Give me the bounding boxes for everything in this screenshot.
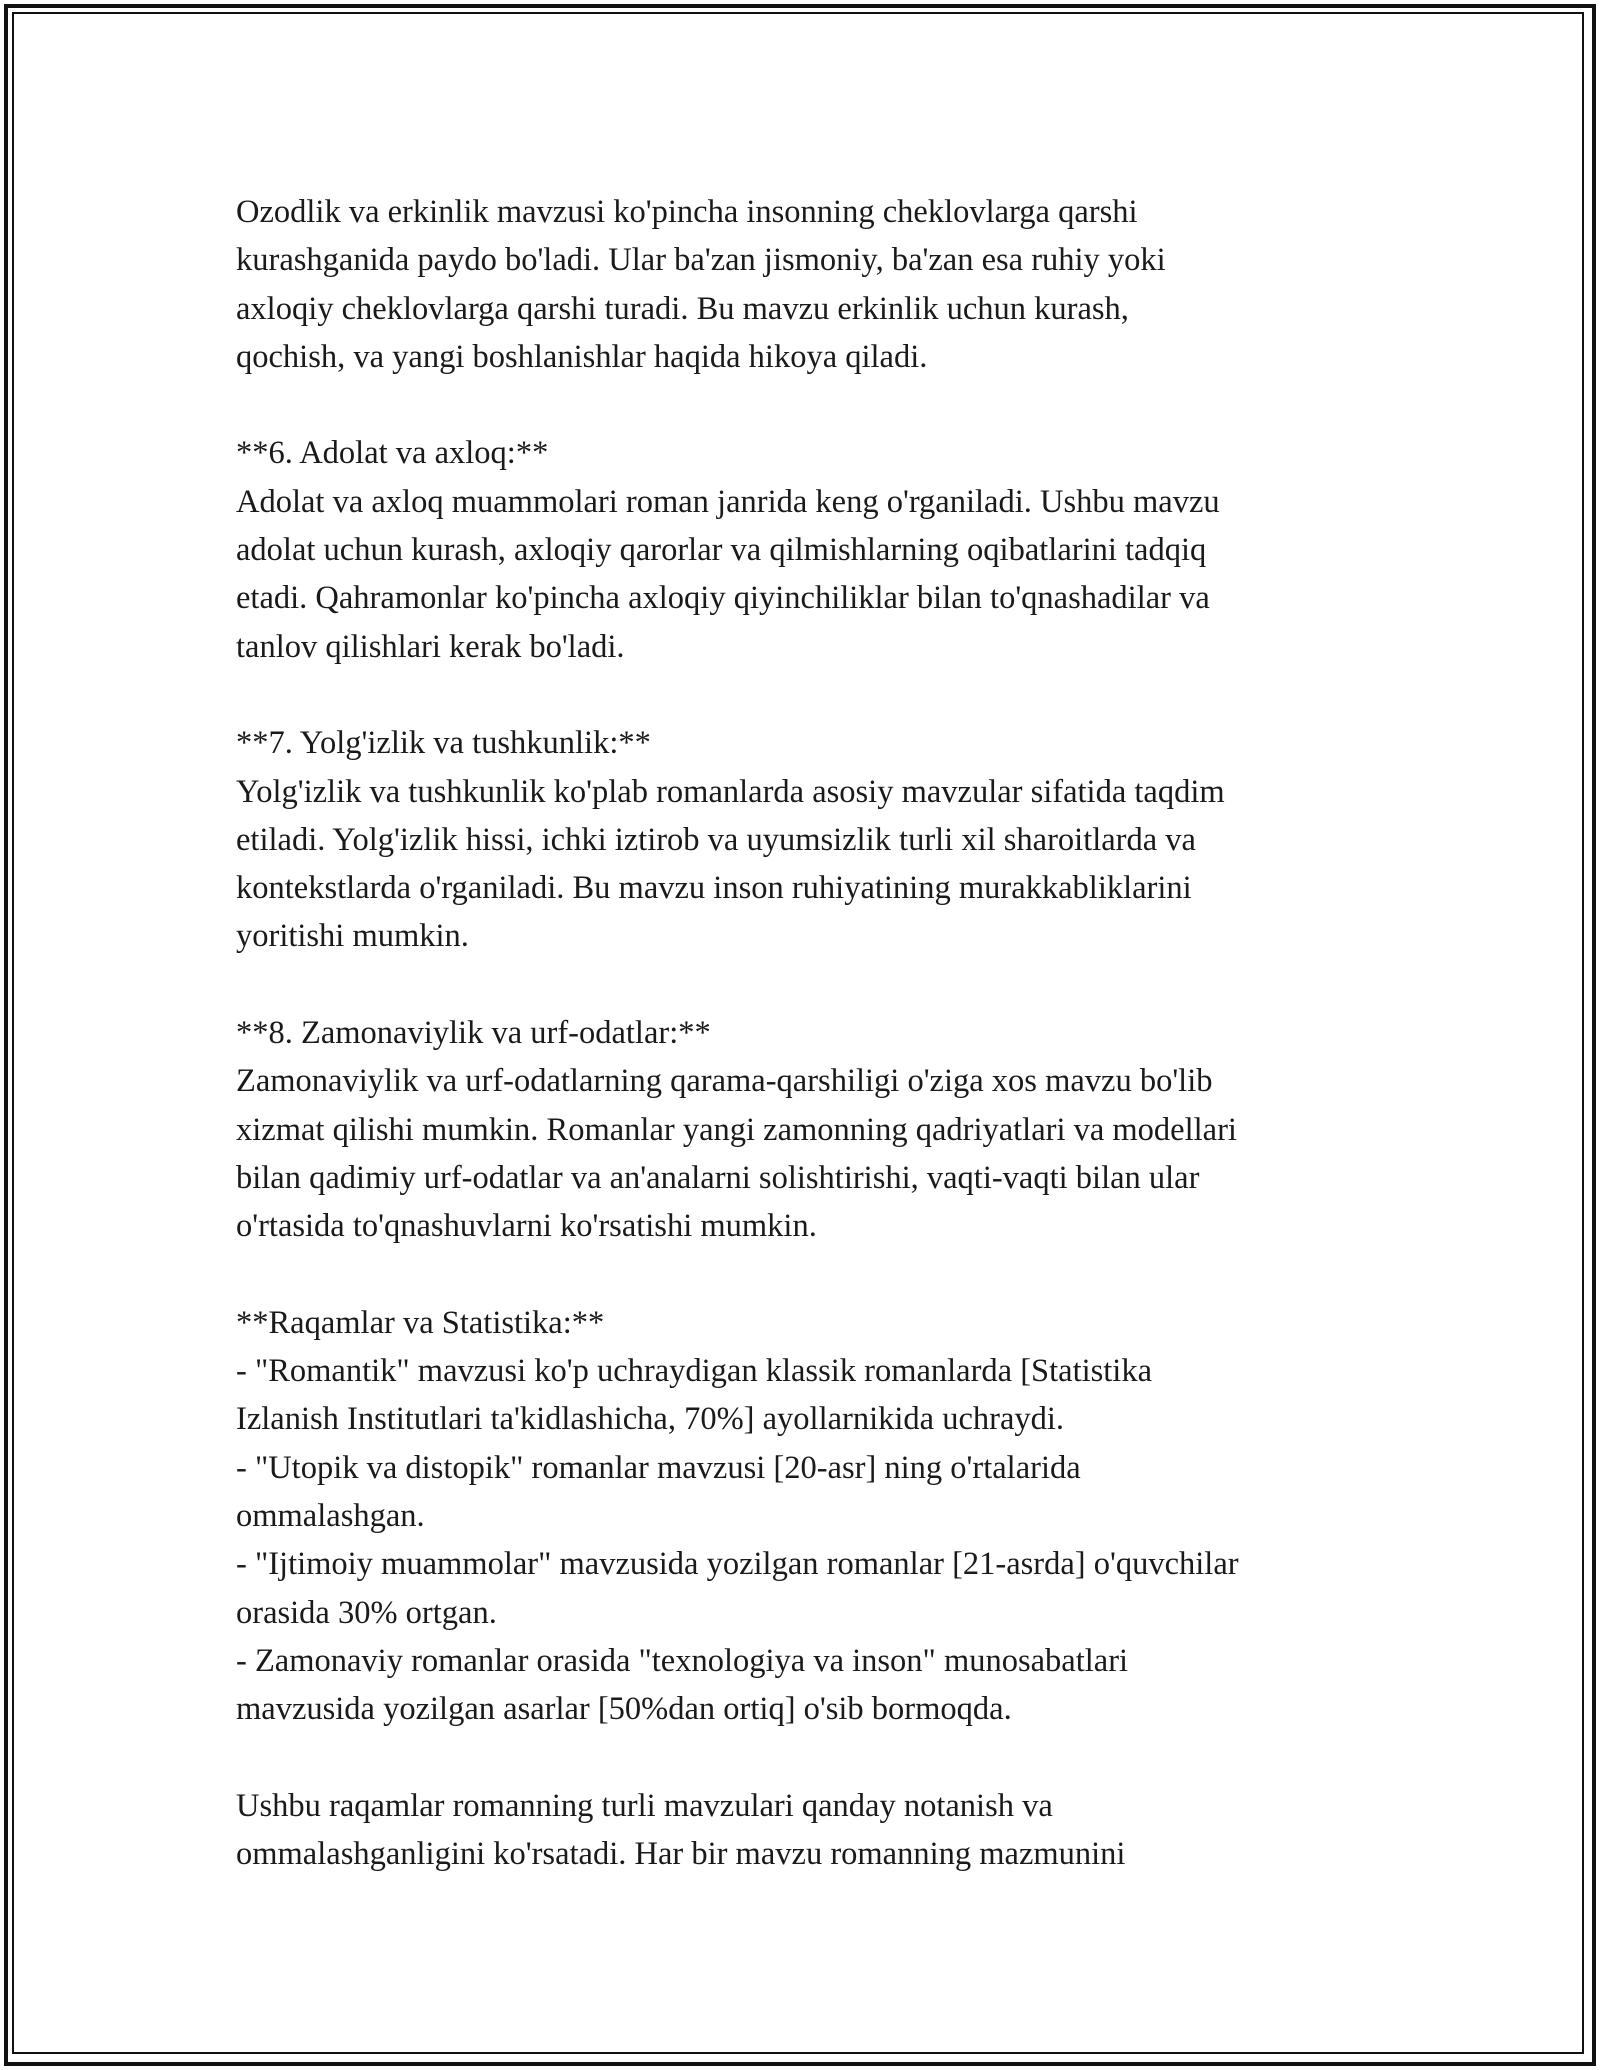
section-heading: **6. Adolat va axloq:** [236, 435, 549, 472]
section-modernity-traditions [236, 1009, 1386, 1250]
text-line: Ozodlik va erkinlik mavzusi ko'pincha insonning cheklovlarga qarshi [236, 194, 1138, 230]
text-line: o'rtasida to'qnashuvlarni ko'rsatishi mumkin. [236, 1208, 817, 1245]
text-line: ommalashganligini ko'rsatadi. Har bir mavzu romanning mazmunini [236, 1836, 1126, 1873]
text-line: qochish, va yangi boshlanishlar haqida hikoya qiladi. [236, 338, 928, 375]
text-line: tanlov qilishlari kerak bo'ladi. [236, 628, 625, 665]
section-loneliness [236, 719, 1386, 960]
paragraph-freedom [236, 188, 1386, 381]
text-line: ommalashgan. [236, 1498, 425, 1535]
text-line: bilan qadimiy urf-odatlar va an'analarni solishtirishi, vaqti-vaqti bilan ular [236, 1159, 1200, 1196]
text-line: kurashganida paydo bo'ladi. Ular ba'zan jismoniy, ba'zan esa ruhiy yoki [236, 242, 1166, 279]
section-heading: **7. Yolg'izlik va tushkunlik:** [236, 725, 651, 762]
text-line: Yolg'izlik va tushkunlik ko'plab romanlarda asosiy mavzular sifatida taqdim [236, 773, 1225, 810]
section-heading: **8. Zamonaviylik va urf-odatlar:** [236, 1015, 711, 1052]
section-statistics [236, 1299, 1386, 1734]
text-line: kontekstlarda o'rganiladi. Bu mavzu inson ruhiyatining murakkabliklarini [236, 870, 1192, 907]
section-justice-morality [236, 429, 1386, 670]
text-line: xizmat qilishi mumkin. Romanlar yangi zamonning qadriyatlari va modellari [236, 1111, 1237, 1148]
text-line: axloqiy cheklovlarga qarshi turadi. Bu mavzu erkinlik uchun kurash, [236, 290, 1129, 327]
list-item: - Zamonaviy romanlar orasida "texnologiya va inson" munosabatlari [236, 1642, 1129, 1679]
text-line: Izlanish Institutlari ta'kidlashicha, 70%] ayollarnikida uchraydi. [236, 1401, 1065, 1438]
text-line: orasida 30% ortgan. [236, 1594, 497, 1631]
paragraph-closing [236, 1782, 1386, 1879]
text-line: mavzusida yozilgan asarlar [50%dan ortiq] o'sib bormoqda. [236, 1691, 1012, 1728]
text-line: Zamonaviylik va urf-odatlarning qarama-qarshiligi o'ziga xos mavzu bo'lib [236, 1063, 1213, 1100]
text-line: adolat uchun kurash, axloqiy qarorlar va qilmishlarning oqibatlarini tadqiq [236, 532, 1207, 569]
text-line: yoritishi mumkin. [236, 918, 469, 955]
document-body [236, 188, 1386, 1927]
list-item: - "Ijtimoiy muammolar" mavzusida yozilgan romanlar [21-asrda] o'quvchilar [236, 1546, 1239, 1583]
list-item: - "Utopik va distopik" romanlar mavzusi [20-asr] ning o'rtalarida [236, 1449, 1081, 1486]
section-heading: **Raqamlar va Statistika:** [236, 1304, 605, 1341]
list-item: - "Romantik" mavzusi ko'p uchraydigan klassik romanlarda [Statistika [236, 1353, 1153, 1390]
text-line: etadi. Qahramonlar ko'pincha axloqiy qiyinchiliklar bilan to'qnashadilar va [236, 580, 1210, 617]
text-line: Adolat va axloq muammolari roman janrida keng o'rganiladi. Ushbu mavzu [236, 483, 1220, 520]
text-line: Ushbu raqamlar romanning turli mavzulari qanday notanish va [236, 1787, 1053, 1824]
text-line: etiladi. Yolg'izlik hissi, ichki iztirob va uyumsizlik turli xil sharoitlarda va [236, 821, 1196, 858]
